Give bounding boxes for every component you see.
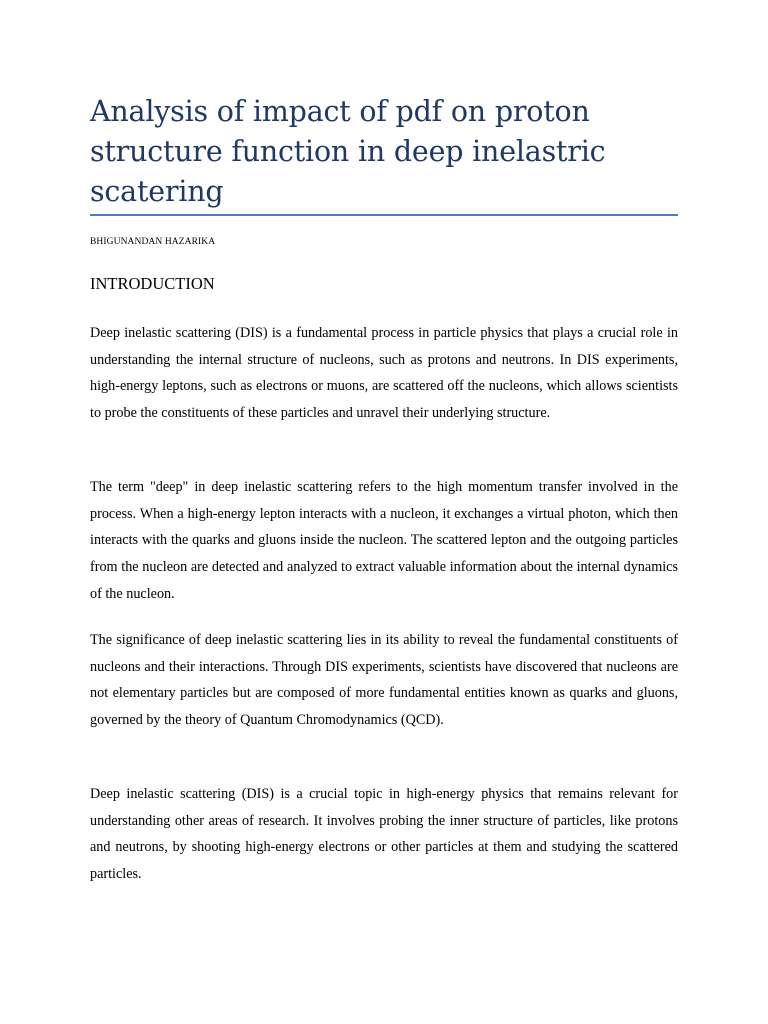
body-paragraph: Deep inelastic scattering (DIS) is a fundamental process in particle physics that plays a crucial role in understanding the internal structure of nucleons, such as protons and neutrons. In DIS experiments, high-energy leptons, such as electrons or muons, are scattered off the nucleons, which allows scientists to probe the constituents of these particles and unravel their underlying structure. — [90, 325, 678, 422]
author-name: BHIGUNANDAN HAZARIKA — [90, 237, 216, 247]
body-paragraph: The term "deep" in deep inelastic scattering refers to the high momentum transfer involved in the process. When a high-energy lepton interacts with a nucleon, it exchanges a virtual photon, which then interacts with the quarks and gluons inside the nucleon. The scattered lepton and the outgoing particles from the nucleon are detected and analyzed to extract valuable information about the internal dynamics of the nucleon. — [90, 479, 678, 602]
document-title: Analysis of impact of pdf on proton structure function in deep inelastric scatering — [90, 95, 606, 208]
section-heading-introduction: INTRODUCTION — [90, 274, 215, 293]
title-divider — [90, 214, 678, 216]
body-paragraph: Deep inelastic scattering (DIS) is a crucial topic in high-energy physics that remains relevant for understanding other areas of research. It involves probing the inner structure of particles, like protons and neutrons, by shooting high-energy electrons or other particles at them and studying the scattered particles. — [90, 786, 678, 883]
body-paragraph: The significance of deep inelastic scattering lies in its ability to reveal the fundamental constituents of nucleons and their interactions. Through DIS experiments, scientists have discovered that nucleons are not elementary particles but are composed of more fundamental entities known as quarks and gluons, governed by the theory of Quantum Chromodynamics (QCD). — [90, 632, 678, 729]
